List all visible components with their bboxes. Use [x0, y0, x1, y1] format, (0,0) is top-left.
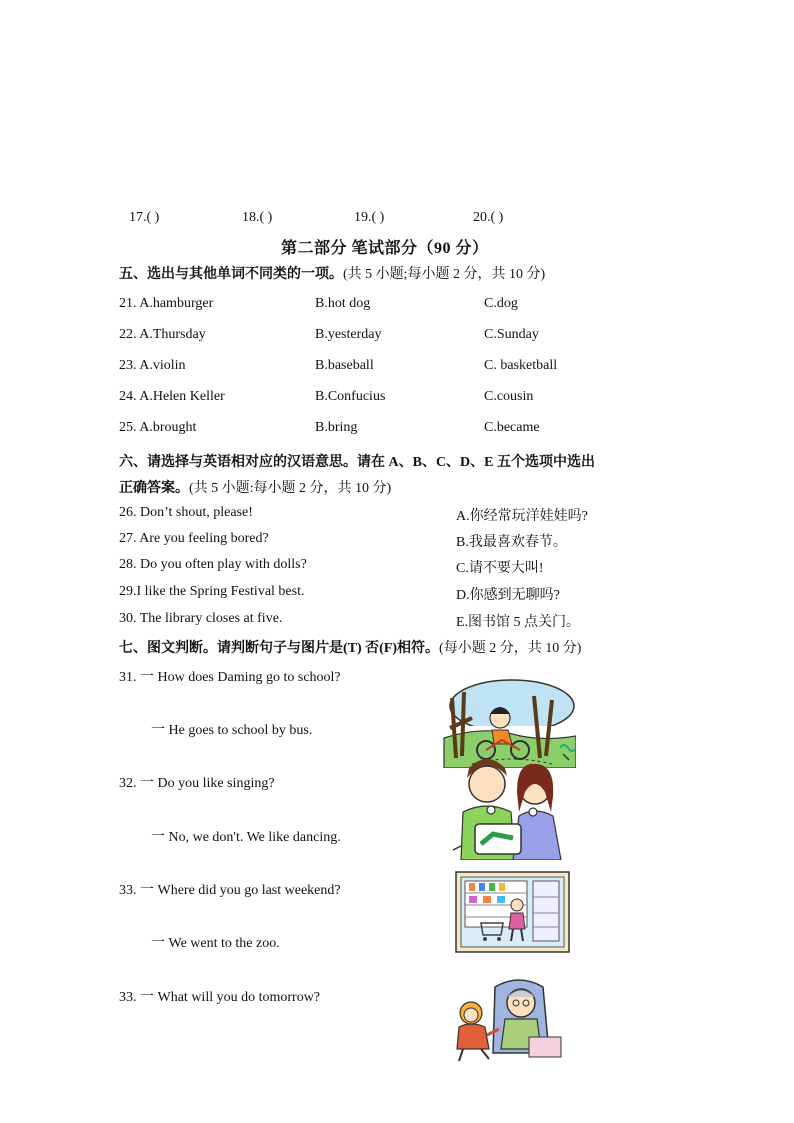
section7-note: (每小题 2 分，共 10 分): [439, 641, 582, 656]
answer-blank-20: 20.( ): [473, 210, 504, 225]
s5-q23-a: 23. A.violin: [119, 358, 186, 373]
s5-q21-c: C.dog: [484, 296, 518, 311]
s5-q25-a: 25. A.brought: [119, 420, 197, 435]
section6-heading-line1: 六、请选择与英语相对应的汉语意思。请在 A、B、C、D、E 五个选项中选出: [119, 455, 596, 470]
singing-couple-picture: [453, 752, 571, 860]
s5-q22-b: B.yesterday: [315, 327, 382, 342]
section7-heading-text: 七、图文判断。请判断句子与图片是(T) 否(F)相符。: [119, 641, 440, 656]
s5-q21-a: 21. A.hamburger: [119, 296, 214, 311]
answer-blank-19: 19.( ): [354, 210, 385, 225]
s5-q24-a: 24. A.Helen Keller: [119, 389, 225, 404]
s5-q23-c: C. basketball: [484, 358, 558, 373]
s6-option-c: C.请不要大叫!: [456, 561, 544, 576]
s6-q26-en: 26. Don’t shout, please!: [119, 505, 253, 520]
section5-heading-text: 五、选出与其他单词不同类的一项。: [119, 267, 343, 282]
s5-q23-b: B.baseball: [315, 358, 374, 373]
s5-q22-c: C.Sunday: [484, 327, 539, 342]
s6-q29-en: 29.I like the Spring Festival best.: [119, 584, 305, 599]
section6-heading-line2-text: 正确答案。: [119, 481, 189, 496]
s6-option-b: B.我最喜欢春节。: [456, 535, 567, 550]
section5-note: (共 5 小题;每小题 2 分，共 10 分): [343, 267, 546, 282]
s6-option-a: A.你经常玩洋娃娃吗?: [456, 509, 588, 524]
s7-q33-question: 33. 一 Where did you go last weekend?: [119, 883, 341, 898]
supermarket-picture: [455, 871, 570, 953]
grandma-child-picture: [449, 973, 569, 1065]
s6-q27-en: 27. Are you feeling bored?: [119, 531, 269, 546]
s6-q28-en: 28. Do you often play with dolls?: [119, 557, 307, 572]
s5-q21-b: B.hot dog: [315, 296, 371, 311]
s7-q33-answer: 一 We went to the zoo.: [151, 936, 280, 951]
answer-blank-17: 17.( ): [129, 210, 160, 225]
section7-heading: [119, 637, 581, 657]
s5-q24-c: C.cousin: [484, 389, 534, 404]
s6-option-e: E.图书馆 5 点关门。: [456, 615, 581, 630]
s5-q22-a: 22. A.Thursday: [119, 327, 206, 342]
s5-q24-b: B.Confucius: [315, 389, 386, 404]
s7-q31-question: 31. 一 How does Daming go to school?: [119, 670, 341, 685]
s7-q31-answer: 一 He goes to school by bus.: [151, 723, 313, 738]
s6-option-d: D.你感到无聊吗?: [456, 588, 560, 603]
s5-q25-c: C.became: [484, 420, 540, 435]
answer-blank-18: 18.( ): [242, 210, 273, 225]
s7-q32-answer: 一 No, we don't. We like dancing.: [151, 830, 341, 845]
section6-note: (共 5 小题:每小题 2 分，共 10 分): [189, 481, 392, 496]
section5-heading: [119, 263, 545, 283]
s5-q25-b: B.bring: [315, 420, 358, 435]
s6-q30-en: 30. The library closes at five.: [119, 611, 283, 626]
s7-q32-question: 32. 一 Do you like singing?: [119, 776, 275, 791]
section6-heading-line2: [119, 477, 391, 497]
s7-q34-question: 33. 一 What will you do tomorrow?: [119, 990, 321, 1005]
part2-title: 第二部分 笔试部分（90 分）: [281, 240, 489, 257]
